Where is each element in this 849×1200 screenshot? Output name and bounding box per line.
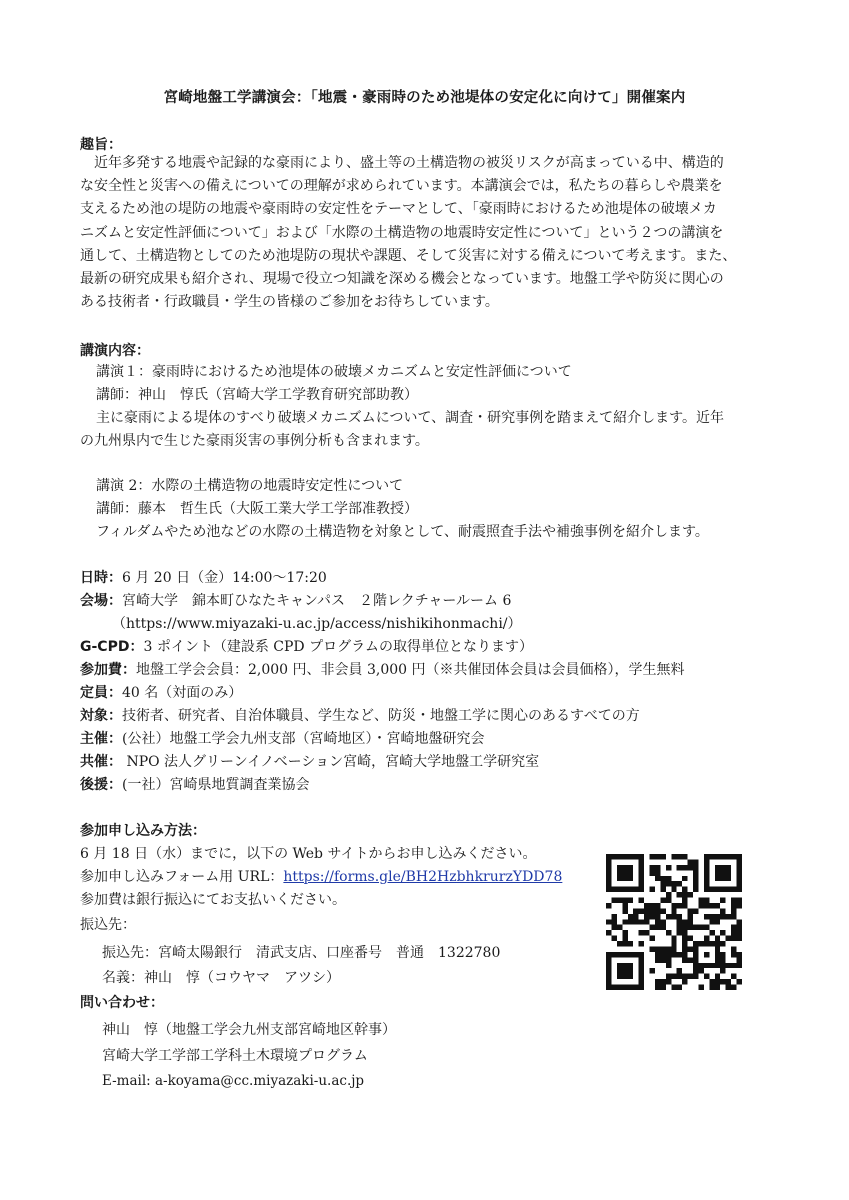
- lecture2-title: 講演 2：水際の土構造物の地震時安定性について: [96, 478, 404, 494]
- purpose-line: 近年多発する地震や記録的な豪雨により、盛土等の土構造物の被災リスクが高まっている中、構造的: [80, 155, 724, 171]
- lecture1-title: 講演１：豪雨時におけるため池堤体の破壊メカニズムと安定性評価について: [96, 364, 572, 380]
- support-row: [80, 774, 309, 794]
- fee-row: [80, 659, 685, 679]
- cpd-label: G-CPD：: [80, 639, 144, 655]
- cohost-label: 共催：: [80, 754, 122, 770]
- host-label: 主催：: [80, 731, 122, 747]
- page-title: 宮崎地盤工学講演会：「地震・豪雨時のため池堤体の安定化に向けて」開催案内: [163, 90, 686, 106]
- purpose-line: ある技術者・行政職員・学生の皆様のご参加をお待ちしています。: [80, 294, 499, 311]
- payment-note: 参加費は銀行振込にてお支払いください。: [80, 892, 346, 908]
- purpose-line: 支えるため池の堤防の地震や豪雨時の安定性をテーマとして、「豪雨時におけるため池堤体の破壊メカ: [80, 201, 717, 218]
- qr-code-icon[interactable]: [606, 854, 742, 990]
- venue-label: 会場：: [80, 593, 122, 609]
- transfer-heading: 振込先：: [80, 917, 136, 933]
- capacity-label: 定員：: [80, 685, 122, 701]
- support-label: 後援：: [80, 777, 122, 793]
- venue-value: 宮崎大学 錦本町ひなたキャンパス ２階レクチャールーム 6: [122, 593, 512, 609]
- date-label: 日時：: [80, 570, 122, 586]
- venue-url: （https://www.miyazaki-u.ac.jp/access/nishikihonmachi/）: [112, 616, 522, 632]
- account-holder: 名義：神山 惇（コウヤマ アツシ）: [102, 970, 340, 986]
- contact-email: E-mail: a-koyama@cc.miyazaki-u.ac.jp: [102, 1073, 365, 1089]
- contact-name: 神山 惇（地盤工学会九州支部宮崎地区幹事）: [102, 1022, 396, 1038]
- application-deadline: 6 月 18 日（水）までに，以下の Web サイトからお申し込みください。: [80, 846, 537, 862]
- bank-account: 振込先：宮崎太陽銀行 清武支店、口座番号 普通 1322780: [102, 945, 501, 961]
- cohost-value: NPO 法人グリーンイノベーション宮崎，宮崎大学地盤工学研究室: [122, 754, 540, 770]
- support-value: (一社）宮崎県地質調査業協会: [122, 777, 310, 793]
- lecture1-desc: の九州県内で生じた豪雨災害の事例分析も含まれます。: [80, 433, 429, 449]
- cpd-value: 3 ポイント（建設系 CPD プログラムの取得単位となります）: [143, 639, 533, 655]
- target-value: 技術者、研究者、自治体職員、学生など、防災・地盤工学に関心のあるすべての方: [122, 708, 640, 724]
- fee-value: 地盤工学会会員：2,000 円、非会員 3,000 円（※共催団体会員は会員価格），学生無料: [136, 662, 685, 678]
- capacity-row: [80, 682, 242, 702]
- form-url-label: 参加申し込みフォーム用 URL：: [80, 869, 284, 885]
- cpd-row: [80, 636, 533, 656]
- host-value: (公社）地盤工学会九州支部（宮崎地区）・宮崎地盤研究会: [122, 731, 485, 747]
- form-url-link[interactable]: https://forms.gle/BH2HzbhkrurzYDD78: [283, 869, 563, 885]
- purpose-line: 通して、土構造物としてのため池堤防の現状や課題、そして災害に対する備えについて考えます。また、: [80, 247, 737, 264]
- purpose-paragraph: [80, 152, 770, 314]
- date-value: 6 月 20 日（金）14:00～17:20: [122, 570, 327, 586]
- venue-row: [80, 590, 511, 610]
- lectures-heading: 講演内容：: [80, 343, 150, 359]
- lecture1-desc: 主に豪雨による堤体のすべり破壊メカニズムについて、調査・研究事例を踏まえて紹介します。近年: [96, 410, 725, 426]
- lecture1-speaker: 講師：神山 惇氏（宮崎大学工学教育研究部助教）: [96, 387, 418, 403]
- purpose-line: ニズムと安定性評価について」および「水際の土構造物の地震時安定性について」という２つの講演を: [80, 224, 724, 241]
- target-row: [80, 705, 640, 725]
- application-form-row: [80, 866, 562, 886]
- application-heading: 参加申し込み方法：: [80, 823, 206, 839]
- contact-affiliation: 宮崎大学工学部工学科土木環境プログラム: [102, 1048, 368, 1064]
- lecture2-desc: フィルダムやため池などの水際の土構造物を対象として、耐震照査手法や補強事例を紹介します。: [96, 524, 709, 540]
- fee-label: 参加費：: [80, 662, 136, 678]
- lecture2-speaker: 講師：藤本 哲生氏（大阪工業大学工学部准教授）: [96, 501, 418, 517]
- date-row: [80, 567, 327, 587]
- capacity-value: 40 名（対面のみ）: [122, 685, 243, 701]
- target-label: 対象：: [80, 708, 122, 724]
- purpose-line: な安全性と災害への備えについての理解が求められています。本講演会では，私たちの暮らしや農業を: [80, 178, 723, 195]
- purpose-heading: 趣旨：: [80, 137, 122, 153]
- purpose-line: 最新の研究成果も紹介され、現場で役立つ知識を深める機会となっています。地盤工学や防災に関心の: [80, 271, 724, 288]
- cohost-row: [80, 751, 539, 771]
- host-row: [80, 728, 484, 748]
- contact-heading: 問い合わせ：: [80, 995, 164, 1011]
